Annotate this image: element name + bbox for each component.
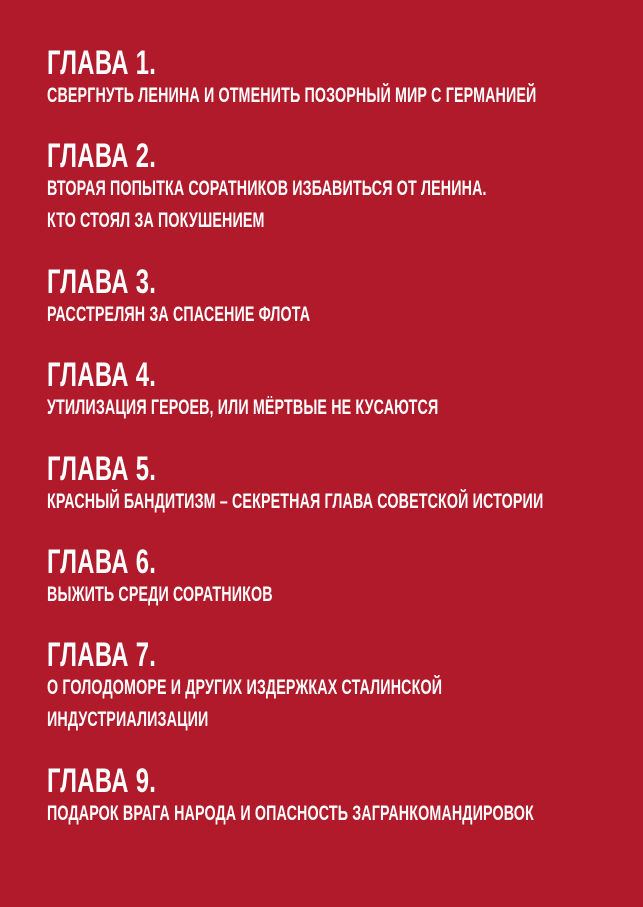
chapter-5 <box>47 452 623 518</box>
chapter-9 <box>47 764 623 830</box>
chapter-subtitle: ВЫЖИТЬ СРЕДИ СОРАТНИКОВ <box>47 583 273 606</box>
chapter-title: ГЛАВА 1. <box>47 44 157 82</box>
chapter-subtitle: О ГОЛОДОМОРЕ И ДРУГИХ ИЗДЕРЖКАХ СТАЛИНСКОЙ <box>47 676 443 699</box>
chapter-3 <box>47 265 623 331</box>
chapter-1 <box>47 46 623 112</box>
chapter-title: ГЛАВА 2. <box>47 137 157 175</box>
chapter-title: ГЛАВА 5. <box>47 450 157 488</box>
chapter-7 <box>47 638 623 736</box>
chapter-subtitle: КРАСНЫЙ БАНДИТИЗМ – СЕКРЕТНАЯ ГЛАВА СОВЕТСКОЙ ИСТОРИИ <box>47 490 544 513</box>
chapter-title: ГЛАВА 9. <box>47 762 157 800</box>
chapter-title: ГЛАВА 3. <box>47 263 157 301</box>
chapter-subtitle: ПОДАРОК ВРАГА НАРОДА И ОПАСНОСТЬ ЗАГРАНКОМАНДИРОВОК <box>47 802 534 825</box>
chapter-4 <box>47 358 623 424</box>
chapter-subtitle-line-2: КТО СТОЯЛ ЗА ПОКУШЕНИЕМ <box>47 209 265 232</box>
chapter-6 <box>47 545 623 611</box>
chapter-2 <box>47 139 623 237</box>
chapter-subtitle: СВЕРГНУТЬ ЛЕНИНА И ОТМЕНИТЬ ПОЗОРНЫЙ МИР С ГЕРМАНИЕЙ <box>47 84 537 107</box>
chapter-subtitle: УТИЛИЗАЦИЯ ГЕРОЕВ, ИЛИ МЁРТВЫЕ НЕ КУСАЮТСЯ <box>47 396 439 419</box>
chapter-title: ГЛАВА 4. <box>47 356 157 394</box>
chapter-title: ГЛАВА 7. <box>47 636 157 674</box>
chapter-subtitle-line-2: ИНДУСТРИАЛИЗАЦИИ <box>47 708 209 731</box>
chapter-title: ГЛАВА 6. <box>47 543 157 581</box>
chapter-subtitle: РАССТРЕЛЯН ЗА СПАСЕНИЕ ФЛОТА <box>47 303 311 326</box>
chapter-subtitle: ВТОРАЯ ПОПЫТКА СОРАТНИКОВ ИЗБАВИТЬСЯ ОТ ЛЕНИНА. <box>47 177 487 200</box>
